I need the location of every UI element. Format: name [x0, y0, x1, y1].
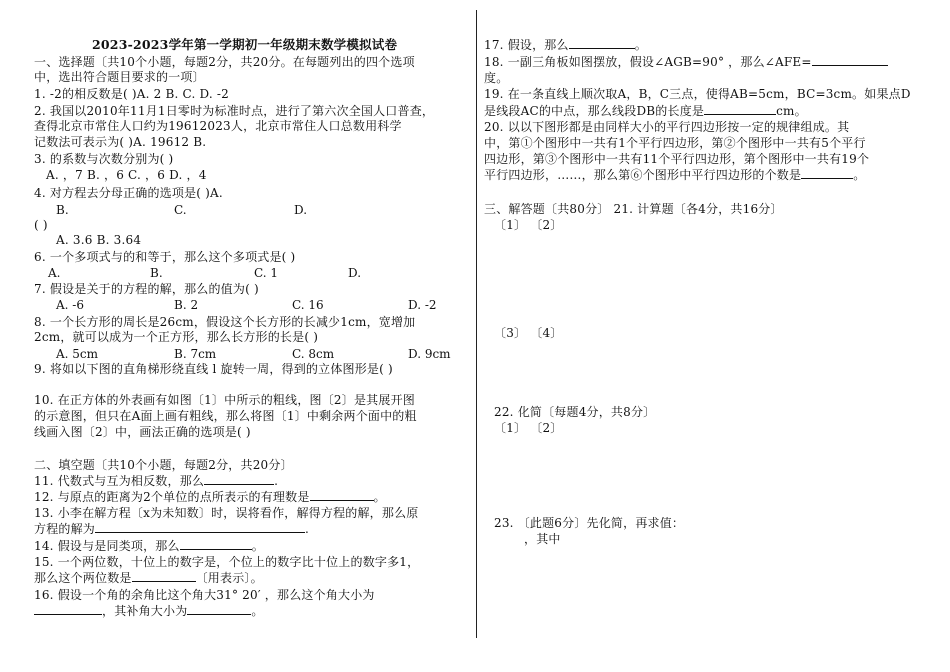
question-6-option-b: B. — [150, 266, 163, 280]
question-3: 3. 的系数与次数分别为( ) — [34, 152, 174, 166]
question-8-option-c: C. 8cm — [292, 347, 335, 361]
question-4-option-c: C. — [174, 203, 187, 217]
question-4: 4. 对方程去分母正确的选项是( )A. — [34, 186, 223, 200]
column-divider — [476, 10, 477, 638]
question-17-blank — [569, 48, 635, 49]
question-10-line2: 的示意图，但只在A面上画有粗线，那么将图〔1〕中剩余两个面中的粗 — [34, 409, 417, 423]
question-12: 12. 与原点的距离为2个单位的点所表示的有理数是 。 — [34, 490, 386, 504]
question-22: 22. 化简〔每题4分，共8分〕 — [494, 405, 656, 419]
question-8-option-a: A. 5cm — [56, 347, 99, 361]
question-21-parts-1-2: 〔1〕 〔2〕 — [494, 218, 563, 232]
question-16-blank-1 — [34, 614, 102, 615]
question-8-option-b: B. 7cm — [174, 347, 217, 361]
section1-heading: 一、选择题〔共10个小题，每题2分，共20分。在每题列出的四个选项 — [34, 55, 415, 69]
question-18-line1 — [484, 55, 888, 69]
question-15-line2 — [34, 571, 263, 585]
question-16-line1: 16. 假设一个角的余角比这个角大31° 20′ ，那么这个角大小为 — [34, 588, 375, 602]
question-18-blank — [812, 65, 888, 66]
exam-title: 2023-2023学年第一学期初一年级期末数学模拟试卷 — [92, 37, 398, 52]
question-7-option-c: C. 16 — [292, 298, 324, 312]
question-17-text: 17. 假设，那么 — [484, 38, 569, 52]
question-1: 1. -2的相反数是( )A. 2 B. C. D. -2 — [34, 87, 230, 101]
question-2-line3: 记数法可表示为( )A. 19612 B. — [34, 135, 207, 149]
question-12-blank — [310, 500, 374, 501]
question-20-blank — [801, 178, 853, 179]
question-8-option-d: D. 9cm — [408, 347, 451, 361]
question-20-line4 — [484, 168, 865, 182]
question-6-option-d: D. — [348, 266, 362, 280]
question-9: 9. 将如以下图的直角梯形绕直线 l 旋转一周，得到的立体图形是( ) — [34, 362, 393, 376]
question-2-line2: 查得北京市常住人口约为19612023人，北京市常住人口总数用科学 — [34, 119, 402, 133]
section2-heading: 二、填空题〔共10个小题，每题2分，共20分〕 — [34, 458, 293, 472]
question-19-line1: 19. 在一条直线上顺次取A，B，C三点，使得AB=5cm，BC=3cm。如果点D — [484, 87, 911, 101]
question-16-text: ，其补角大小为 — [102, 604, 188, 618]
question-3-options: A. ，7 B. ，6 C. ，6 D. ，4 — [46, 168, 207, 182]
question-13-line1: 13. 小李在解方程〔x为未知数〕时，误将看作，解得方程的解，那么原 — [34, 506, 419, 520]
question-7-option-b: B. 2 — [174, 298, 199, 312]
question-11-blank — [204, 484, 274, 485]
question-16-blank-2 — [187, 614, 251, 615]
question-5-options: A. 3.6 B. 3.64 — [56, 233, 142, 247]
question-17: 17. 假设，那么 。 — [484, 38, 647, 52]
question-18-line2: 度。 — [484, 71, 509, 85]
question-6-option-c: C. 1 — [254, 266, 279, 280]
question-14-blank — [180, 549, 252, 550]
question-8-line1: 8. 一个长方形的周长是26cm，假设这个长方形的长减少1cm，宽增加 — [34, 315, 416, 329]
question-22-parts: 〔1〕 〔2〕 — [494, 421, 563, 435]
question-4-option-b: B. — [56, 203, 69, 217]
question-12-text: 12. 与原点的距离为2个单位的点所表示的有理数是 — [34, 490, 310, 504]
question-23: 23. 〔此题6分〕先化简，再求值： — [494, 516, 685, 530]
question-2-line1: 2. 我国以2010年11月1日零时为标准时点，进行了第六次全国人口普查， — [34, 104, 435, 118]
question-14: 14. 假设与是同类项，那么 。 — [34, 539, 264, 553]
question-13-line2: 方程的解为 . — [34, 522, 310, 536]
question-8-line2: 2cm，就可以成为一个正方形，那么长方形的长是( ) — [34, 330, 319, 344]
question-10-line1: 10. 在正方体的外表画有如图〔1〕中所示的粗线，图〔2〕是其展开图 — [34, 393, 415, 407]
question-19-unit: cm。 — [776, 104, 807, 118]
question-18-text: 18. 一副三角板如图摆放，假设∠AGB=90° ，那么∠AFE= — [484, 55, 812, 69]
question-5-paren: ( ) — [34, 218, 48, 232]
question-13-text: 方程的解为 — [34, 522, 96, 536]
question-19-blank — [704, 114, 776, 115]
question-11-text: 11. 代数式与互为相反数，那么 — [34, 474, 205, 488]
question-21-parts-3-4: 〔3〕 〔4〕 — [494, 326, 563, 340]
question-15-line1: 15. 一个两位数，十位上的数字是，个位上的数字比十位上的数字多1， — [34, 555, 420, 569]
question-10-line3: 线画入图〔2〕中，画法正确的选项是( ) — [34, 425, 251, 439]
question-20-end: 。 — [853, 168, 866, 182]
question-20-line2: 中，第①个图形中一共有1个平行四边形，第②个图形中一共有5个平行 — [484, 136, 866, 150]
question-13-blank — [95, 532, 305, 533]
question-23-line2: ，其中 — [524, 532, 561, 546]
section1-heading-cont: 中，选出符合题目要求的一项〕 — [34, 70, 205, 84]
question-7-option-d: D. -2 — [408, 298, 437, 312]
question-6-option-a: A. — [48, 266, 61, 280]
question-14-text: 14. 假设与是同类项，那么 — [34, 539, 180, 553]
question-7-option-a: A. -6 — [56, 298, 84, 312]
question-11: 11. 代数式与互为相反数，那么 . — [34, 474, 279, 488]
section3-heading: 三、解答题〔共80分〕 21. 计算题〔各4分，共16分〕 — [484, 202, 783, 216]
question-15-text: 那么这个两位数是 — [34, 571, 132, 585]
question-7: 7. 假设是关于的方程的解，那么的值为( ) — [34, 282, 259, 296]
question-20-text: 平行四边形，……，那么第⑥个图形中平行四边形的个数是 — [484, 168, 802, 182]
question-15-suffix: 〔用表示〕。 — [195, 571, 263, 585]
question-19-line2 — [484, 104, 807, 118]
question-19-text: 是线段AC的中点，那么线段DB的长度是 — [484, 104, 705, 118]
question-20-line1: 20. 以以下图形都是由同样大小的平行四边形按一定的规律组成。其 — [484, 120, 850, 134]
question-20-line3: 四边形，第③个图形中一共有11个平行四边形，第个图形中一共有19个 — [484, 152, 870, 166]
question-6: 6. 一个多项式与的和等于，那么这个多项式是( ) — [34, 250, 296, 264]
question-15-blank — [132, 581, 196, 582]
question-16-line2: ，其补角大小为 。 — [34, 604, 264, 618]
question-4-option-d: D. — [294, 203, 308, 217]
